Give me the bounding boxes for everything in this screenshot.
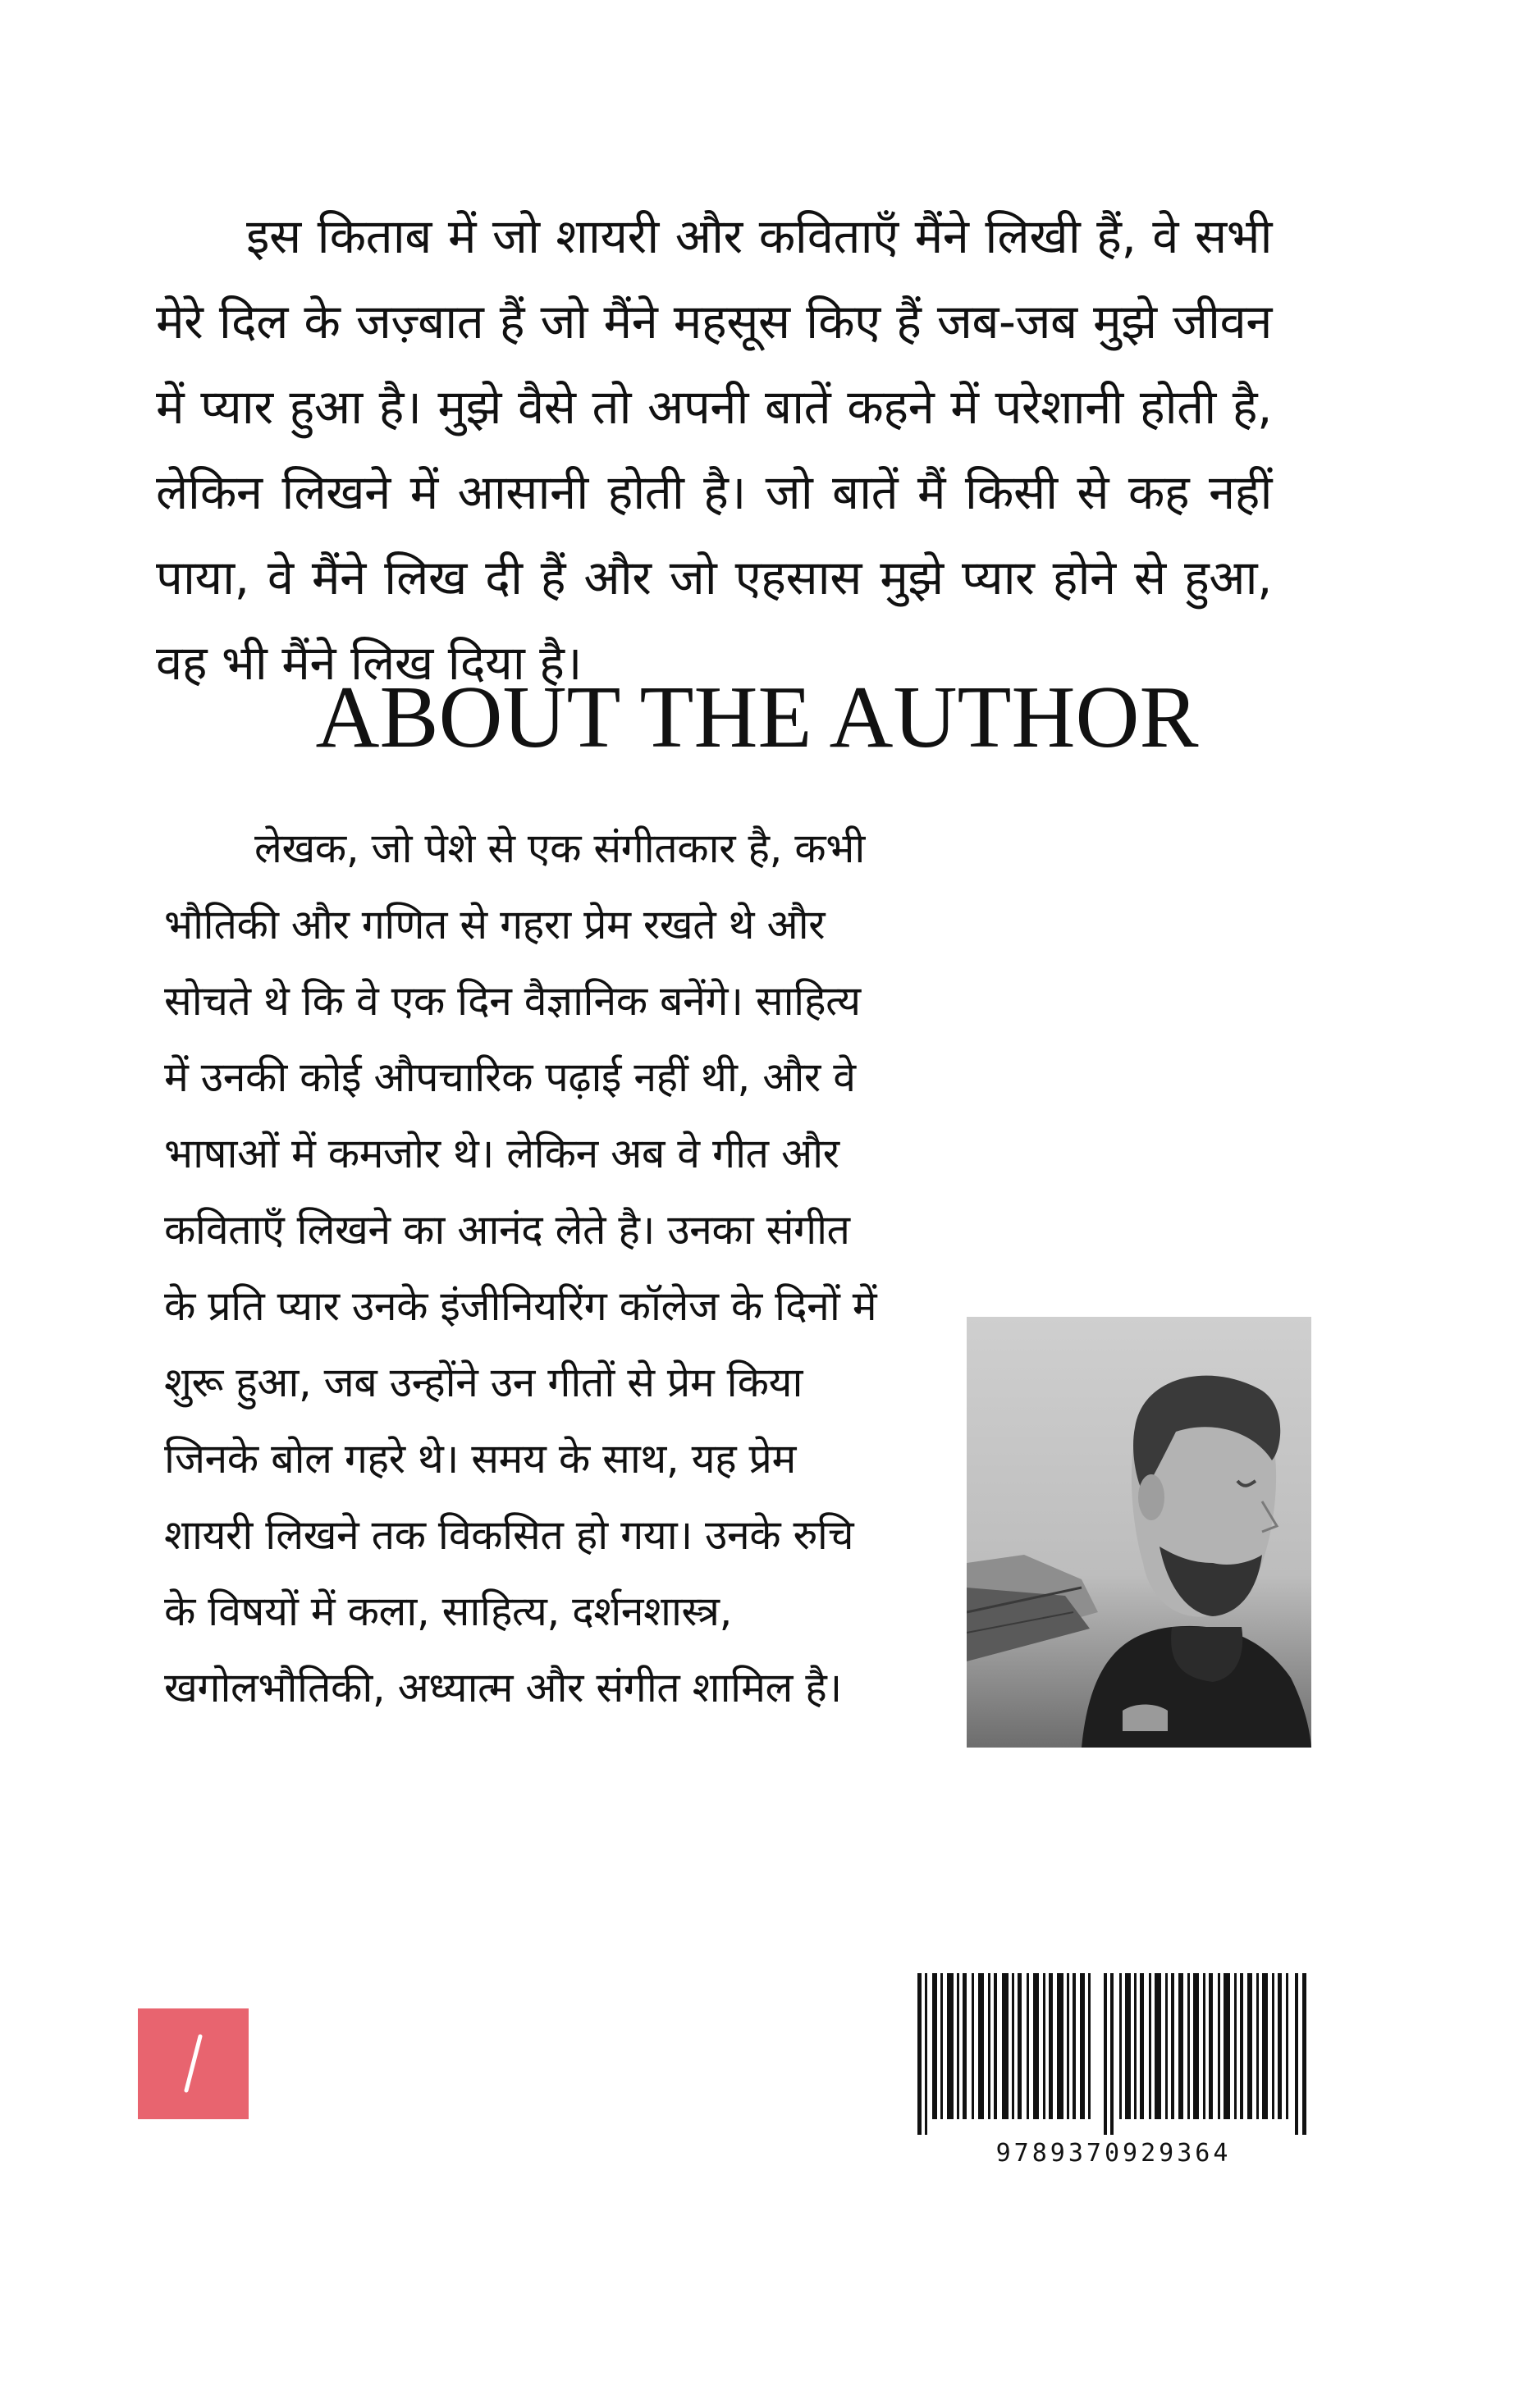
publisher-logo — [138, 2008, 249, 2119]
intro-paragraph: इस किताब में जो शायरी और कविताएँ मैंने लिखी हैं, वे सभी मेरे दिल के जज़्बात हैं जो मैंने महसूस किए हैं जब-जब मुझे जीवन में प्यार हुआ है। मुझे वैसे तो अपनी बातें कहने में परेशानी होती है, लेकिन लिखने में आसानी होती है। जो बातें मैं किसी से कह नहीं पाया, वे मैंने लिख दी हैं और जो एहसास मुझे प्यार होने से हुआ, वह भी मैंने लिख दिया है। — [156, 208, 1272, 691]
about-author-heading: ABOUT THE AUTHOR — [315, 669, 1199, 766]
author-bio-paragraph: लेखक, जो पेशे से एक संगीतकार है, कभी भौतिकी और गणित से गहरा प्रेम रखते थे और सोचते थे कि वे एक दिन वैज्ञानिक बनेंगे। साहित्य में उनकी कोई औपचारिक पढ़ाई नहीं थी, और वे भाषाओं में कमजोर थे। लेकिन अब वे गीत और कविताएँ लिखने का आनंद लेते है। उनका संगीत के प्रति प्यार उनके इंजीनियरिंग कॉलेज के दिनों में शुरू हुआ, जब उन्होंने उन गीतों से प्रेम किया जिनके बोल गहरे थे। समय के साथ, यह प्रेम शायरी लिखने तक विकसित हो गया। उनके रुचि के विषयों में कला, साहित्य, दर्शनशास्त्र, खगोलभौतिकी, अध्यात्म और संगीत शामिल है। — [164, 825, 877, 1711]
author-portrait-icon — [967, 1317, 1311, 1748]
slash-logo-icon — [138, 2008, 249, 2119]
author-photo — [967, 1317, 1311, 1748]
isbn-number: 9789370929364 — [995, 2139, 1232, 2168]
isbn-barcode — [917, 1973, 1310, 2135]
